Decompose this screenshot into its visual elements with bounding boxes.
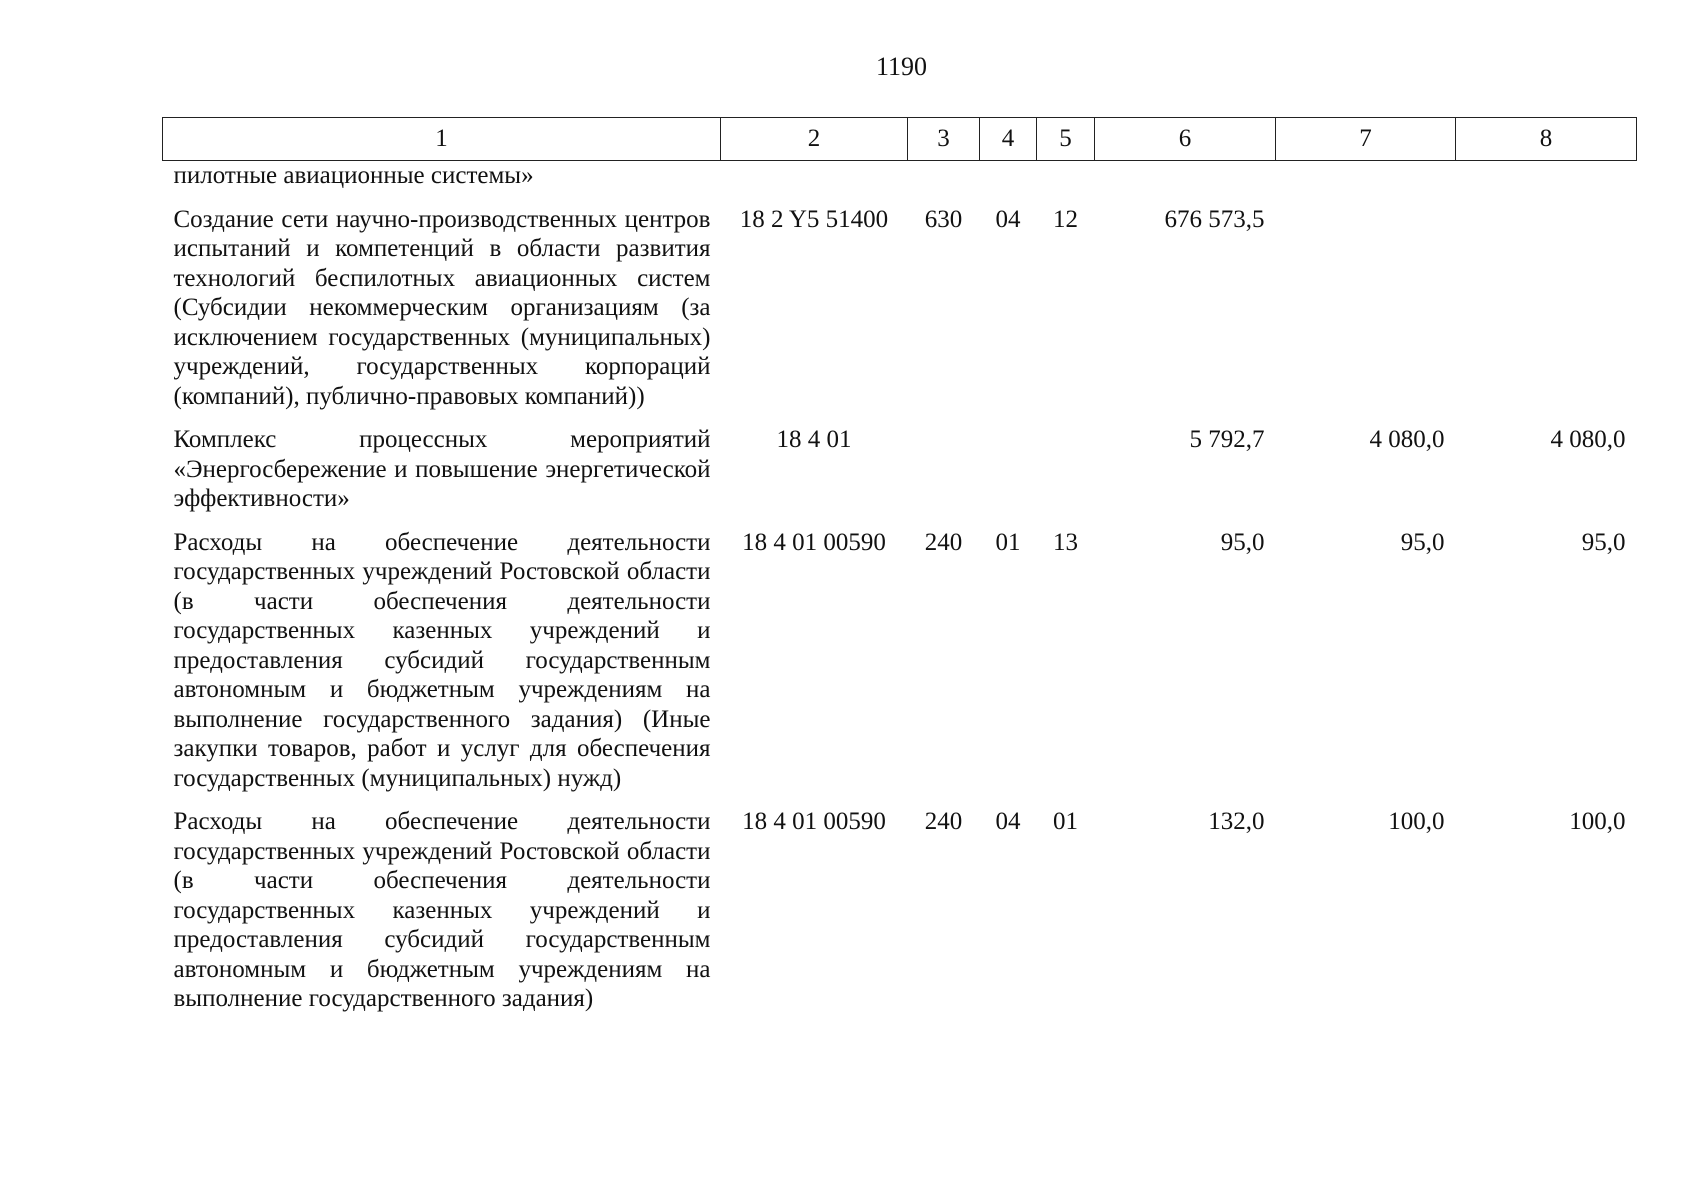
column-header: 6 (1095, 118, 1276, 161)
row-col7: 100,0 (1388, 808, 1445, 835)
column-header: 7 (1276, 118, 1456, 161)
row-col8: 100,0 (1569, 808, 1626, 835)
row-code: 18 4 01 (776, 426, 852, 453)
row-col3: 240 (924, 808, 963, 835)
row-description: пилотные авиационные системы» (173, 162, 534, 189)
row-col3: 240 (924, 528, 963, 556)
column-header: 4 (980, 118, 1037, 161)
row-col8 (1456, 191, 1637, 412)
row-col5: 01 (1053, 808, 1078, 835)
row-col7: 95,0 (1400, 528, 1445, 556)
row-col6: 5 792,7 (1189, 426, 1265, 453)
row-code (721, 161, 908, 191)
row-code: 18 2 Y5 51400 (739, 205, 889, 233)
row-col5 (1037, 411, 1095, 514)
row-col3 (908, 161, 980, 191)
row-col6: 676 573,5 (1164, 205, 1265, 233)
row-description: Комплекс процессных мероприятий «Энергосбережение и повышение энергетической эффективности» (173, 426, 711, 512)
row-col6: 132,0 (1208, 808, 1265, 835)
row-col6 (1095, 161, 1276, 191)
row-col4: 01 (995, 528, 1021, 556)
row-col4: 04 (995, 205, 1021, 233)
table-row (163, 411, 1637, 514)
row-col4 (980, 161, 1037, 191)
row-col5: 13 (1053, 528, 1078, 556)
row-col8: 4 080,0 (1550, 426, 1626, 453)
row-description: Создание сети научно-производственных центров испытаний и компетенций в области развития технологий беспилотных авиационных систем (Субсидии некоммерческим организациям (за исключением государственных (муниципальных) учреждений, государственных корпораций (компаний), публично-правовых компаний)) (173, 205, 711, 410)
column-header: 3 (908, 118, 980, 161)
row-col8 (1456, 161, 1637, 191)
header-row (163, 118, 1637, 161)
table-row (163, 161, 1637, 191)
row-col4: 04 (995, 808, 1021, 835)
row-col7 (1276, 161, 1456, 191)
row-col5 (1037, 161, 1095, 191)
row-code: 18 4 01 00590 (742, 808, 886, 835)
row-col3 (908, 411, 980, 514)
table-row (163, 793, 1637, 1014)
row-col4 (980, 411, 1037, 514)
table-row (163, 514, 1637, 794)
column-header: 2 (721, 118, 908, 161)
row-col3: 630 (924, 205, 963, 233)
row-col8: 95,0 (1581, 528, 1626, 556)
row-description: Расходы на обеспечение деятельности государственных учреждений Ростовской области (в части обеспечения деятельности государственных казенных учреждений и предоставления субсидий государственным автономным и бюджетным учреждениям на выполнение государственного задания) (173, 808, 711, 1012)
row-code: 18 4 01 00590 (742, 528, 886, 556)
row-col6: 95,0 (1220, 528, 1265, 556)
row-col7: 4 080,0 (1369, 426, 1445, 453)
budget-table (162, 117, 1637, 1014)
column-header: 8 (1456, 118, 1637, 161)
row-col5: 12 (1053, 205, 1078, 233)
table-row (163, 191, 1637, 412)
column-header: 5 (1037, 118, 1095, 161)
column-header: 1 (163, 118, 721, 161)
row-col7 (1276, 191, 1456, 412)
page-number: 1190 (875, 52, 928, 81)
row-description: Расходы на обеспечение деятельности государственных учреждений Ростовской области (в части обеспечения деятельности государственных казенных учреждений и предоставления субсидий государственным автономным и бюджетным учреждениям на выполнение государственного задания) (Иные закупки товаров, работ и услуг для обеспечения государственных (муниципальных) нужд) (173, 528, 711, 792)
